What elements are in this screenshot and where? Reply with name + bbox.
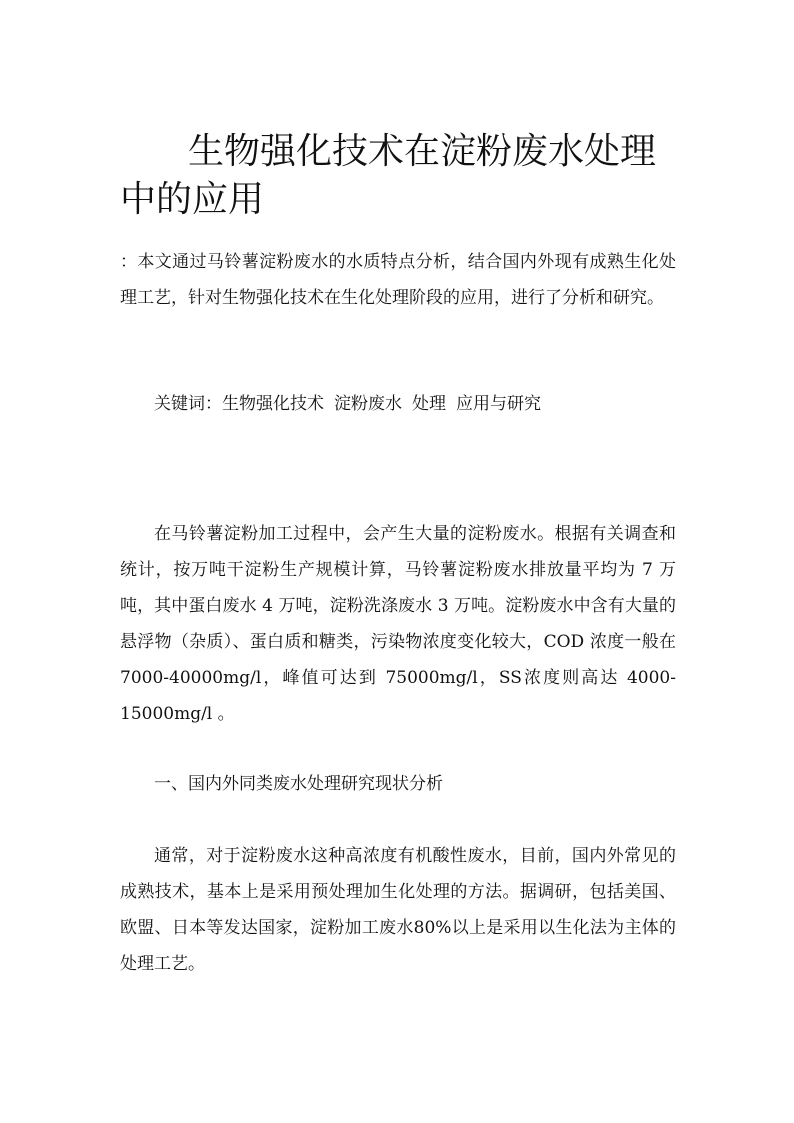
body-paragraph-1: 在马铃薯淀粉加工过程中，会产生大量的淀粉废水。根据有关调查和统计，按万吨干淀粉生产规模计算，马铃薯淀粉废水排放量平均为 7 万吨，其中蛋白废水 4 万吨，淀粉洗涤废水 3 万吨。淀粉废水中含有大量的悬浮物（杂质）、蛋白质和糖类，污染物浓度变化较大，COD 浓度一般在 7000-40000mg/l，峰值可达到 75000mg/l，SS浓度则高达 4000-15000mg/l 。 xyxy=(120,524,676,724)
keyword-3: 处理 xyxy=(412,394,446,414)
body-paragraph-2: 通常，对于淀粉废水这种高浓度有机酸性废水，目前，国内外常见的成熟技术，基本上是采用预处理加生化处理的方法。据调研，包括美国、欧盟、日本等发达国家，淀粉加工废水80%以上是采用以生化法为主体的处理工艺。 xyxy=(120,846,676,974)
section-heading-1: 一、国内外同类废水处理研究现状分析 xyxy=(154,774,443,794)
keywords-line xyxy=(120,386,676,422)
keyword-1: 生物强化技术 xyxy=(222,394,324,414)
keyword-4: 应用与研究 xyxy=(456,394,541,414)
keyword-2: 淀粉废水 xyxy=(334,394,402,414)
abstract-paragraph: ：本文通过马铃薯淀粉废水的水质特点分析，结合国内外现有成熟生化处理工艺，针对生物强化技术在生化处理阶段的应用，进行了分析和研究。 xyxy=(120,252,676,308)
keywords-label: 关键词： xyxy=(154,394,222,414)
document-title: 生物强化技术在淀粉废水处理中的应用 xyxy=(120,131,657,220)
